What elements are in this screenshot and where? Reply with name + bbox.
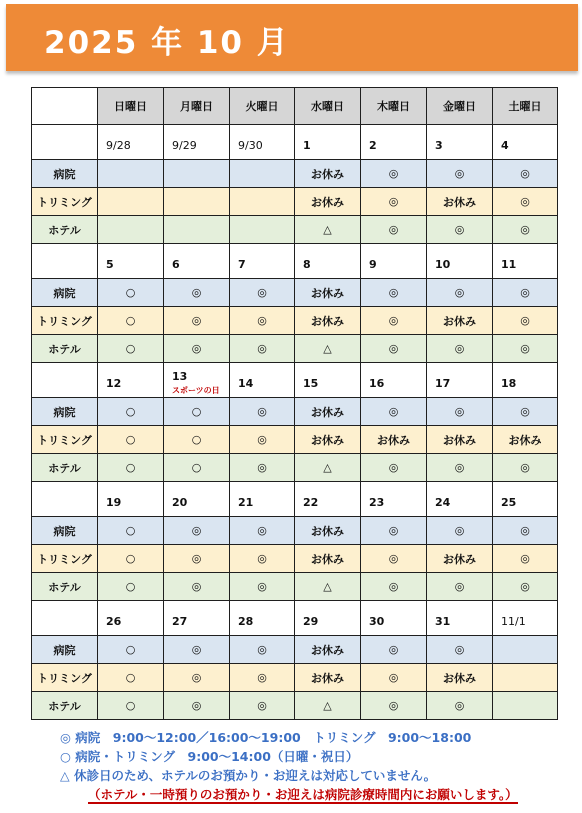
- status-cell: ○: [98, 545, 164, 573]
- status-cell: ◎: [361, 692, 427, 720]
- status-cell: ◎: [164, 517, 230, 545]
- date-number: 27: [172, 614, 188, 628]
- status-cell: ◎: [493, 398, 558, 426]
- status-cell: ◎: [164, 573, 230, 601]
- date-number: 20: [172, 495, 188, 509]
- status-cell: ◎: [361, 573, 427, 601]
- date-number: 9/28: [106, 138, 131, 152]
- legend-line-hotel-notice: △ 休診日のため、ホテルのお預かり・お迎えは対応していません。: [60, 768, 437, 783]
- date-number: 10: [435, 257, 451, 271]
- date-number: 1: [303, 138, 311, 152]
- date-number: 2: [369, 138, 377, 152]
- weekday-header: 月曜日: [164, 88, 230, 125]
- service-label: ホテル: [32, 335, 98, 363]
- date-cell: [164, 244, 230, 279]
- service-row-trimming: [32, 664, 558, 692]
- service-label: 病院: [32, 279, 98, 307]
- status-cell: ◎: [164, 279, 230, 307]
- service-label: ホテル: [32, 216, 98, 244]
- status-cell: お休み: [295, 636, 361, 664]
- date-cell: [230, 244, 295, 279]
- status-cell: [493, 636, 558, 664]
- status-cell: ◎: [230, 636, 295, 664]
- service-label: ホテル: [32, 573, 98, 601]
- status-cell: △: [295, 216, 361, 244]
- status-cell: △: [295, 335, 361, 363]
- status-cell: お休み: [295, 279, 361, 307]
- date-number: 25: [501, 495, 517, 509]
- date-number: 30: [369, 614, 385, 628]
- week-date-row: [32, 125, 558, 160]
- service-label: ホテル: [32, 692, 98, 720]
- status-cell: ◎: [493, 279, 558, 307]
- date-cell: [427, 601, 493, 636]
- status-cell: [164, 160, 230, 188]
- service-row-trimming: [32, 307, 558, 335]
- date-number: 6: [172, 257, 180, 271]
- date-cell: [427, 244, 493, 279]
- date-number: 12: [106, 376, 122, 390]
- date-cell: [295, 482, 361, 517]
- service-row-hospital: [32, 636, 558, 664]
- service-row-hospital: [32, 160, 558, 188]
- status-cell: ◎: [361, 335, 427, 363]
- status-cell: ◎: [230, 307, 295, 335]
- status-cell: お休み: [427, 426, 493, 454]
- status-cell: ◎: [230, 279, 295, 307]
- date-number: 11/1: [501, 614, 526, 628]
- date-number: 21: [238, 495, 254, 509]
- date-cell: [295, 363, 361, 398]
- status-cell: △: [295, 573, 361, 601]
- date-cell: [427, 482, 493, 517]
- status-cell: ○: [98, 307, 164, 335]
- date-number: 4: [501, 138, 509, 152]
- status-cell: ◎: [164, 692, 230, 720]
- week-date-row: [32, 601, 558, 636]
- legend-line-hotel-hours: [60, 785, 518, 804]
- date-cell: [164, 601, 230, 636]
- status-cell: ◎: [427, 160, 493, 188]
- date-number: 11: [501, 257, 517, 271]
- service-label: ホテル: [32, 454, 98, 482]
- date-cell: [493, 363, 558, 398]
- date-row-label-cell: [32, 482, 98, 517]
- status-cell: ○: [98, 664, 164, 692]
- weekday-header: 木曜日: [361, 88, 427, 125]
- status-cell: ◎: [361, 216, 427, 244]
- service-label: トリミング: [32, 664, 98, 692]
- date-row-label-cell: [32, 363, 98, 398]
- status-cell: ○: [98, 573, 164, 601]
- status-cell: ◎: [361, 398, 427, 426]
- date-cell: [427, 125, 493, 160]
- date-number: 26: [106, 614, 122, 628]
- date-number: 9: [369, 257, 377, 271]
- service-label: 病院: [32, 398, 98, 426]
- date-number: 13: [172, 370, 188, 383]
- date-number: 22: [303, 495, 319, 509]
- status-cell: ◎: [230, 517, 295, 545]
- date-cell: [98, 244, 164, 279]
- status-cell: ○: [98, 517, 164, 545]
- date-cell: [98, 363, 164, 398]
- weekday-header: 火曜日: [230, 88, 295, 125]
- status-cell: ○: [164, 398, 230, 426]
- date-number: 5: [106, 257, 114, 271]
- status-cell: ◎: [230, 545, 295, 573]
- status-cell: お休み: [361, 426, 427, 454]
- date-number: 23: [369, 495, 385, 509]
- service-row-hotel: [32, 692, 558, 720]
- week-date-row: [32, 244, 558, 279]
- date-cell: [164, 125, 230, 160]
- date-cell: [361, 363, 427, 398]
- date-cell: [493, 125, 558, 160]
- service-label: 病院: [32, 160, 98, 188]
- service-row-hotel: [32, 216, 558, 244]
- status-cell: ◎: [230, 692, 295, 720]
- week-date-row: [32, 482, 558, 517]
- status-cell: ◎: [427, 692, 493, 720]
- status-cell: お休み: [295, 664, 361, 692]
- status-cell: ◎: [493, 573, 558, 601]
- date-number: 19: [106, 495, 122, 509]
- status-cell: ◎: [493, 160, 558, 188]
- status-cell: [98, 216, 164, 244]
- weekday-header: 水曜日: [295, 88, 361, 125]
- status-cell: [98, 160, 164, 188]
- holiday-note: スポーツの日: [172, 386, 220, 395]
- title-bar: [6, 4, 578, 71]
- service-label: 病院: [32, 636, 98, 664]
- date-cell: [493, 482, 558, 517]
- status-cell: ○: [98, 279, 164, 307]
- status-cell: ◎: [493, 307, 558, 335]
- service-row-hotel: [32, 573, 558, 601]
- status-cell: ◎: [427, 216, 493, 244]
- status-cell: [230, 216, 295, 244]
- status-cell: ◎: [427, 398, 493, 426]
- date-cell: [493, 244, 558, 279]
- service-label: 病院: [32, 517, 98, 545]
- date-number: 18: [501, 376, 517, 390]
- date-number: 31: [435, 614, 451, 628]
- status-cell: お休み: [295, 188, 361, 216]
- status-cell: ○: [164, 454, 230, 482]
- status-cell: お休み: [295, 426, 361, 454]
- date-cell: [361, 244, 427, 279]
- date-row-label-cell: [32, 125, 98, 160]
- service-row-trimming: [32, 188, 558, 216]
- status-cell: ◎: [164, 545, 230, 573]
- status-cell: お休み: [295, 545, 361, 573]
- date-cell: [230, 363, 295, 398]
- status-cell: ◎: [361, 517, 427, 545]
- status-cell: ◎: [427, 573, 493, 601]
- status-cell: ◎: [493, 517, 558, 545]
- service-row-hospital: [32, 279, 558, 307]
- status-cell: お休み: [295, 517, 361, 545]
- status-cell: ○: [98, 335, 164, 363]
- status-cell: お休み: [295, 398, 361, 426]
- status-cell: ◎: [164, 307, 230, 335]
- status-cell: お休み: [295, 307, 361, 335]
- weekday-header-row: [32, 88, 558, 125]
- status-cell: ◎: [493, 188, 558, 216]
- date-cell: [98, 482, 164, 517]
- date-number: 9/30: [238, 138, 263, 152]
- date-cell: [361, 482, 427, 517]
- service-row-hotel: [32, 335, 558, 363]
- date-cell: [164, 482, 230, 517]
- weekday-header: 日曜日: [98, 88, 164, 125]
- status-cell: [164, 216, 230, 244]
- status-cell: ◎: [493, 545, 558, 573]
- date-cell: [230, 601, 295, 636]
- date-number: 3: [435, 138, 443, 152]
- date-cell: [230, 482, 295, 517]
- status-cell: ◎: [230, 573, 295, 601]
- status-cell: [230, 160, 295, 188]
- status-cell: ◎: [164, 664, 230, 692]
- status-cell: お休み: [427, 545, 493, 573]
- date-cell: [164, 363, 230, 398]
- date-number: 7: [238, 257, 246, 271]
- status-cell: お休み: [295, 160, 361, 188]
- legend-line-regular-hours: ◎ 病院 9:00～12:00／16:00～19:00 トリミング 9:00～18:00: [60, 730, 472, 745]
- date-number: 29: [303, 614, 319, 628]
- calendar-table: [31, 87, 558, 720]
- date-cell: [98, 125, 164, 160]
- legend-line-hotel-hours-text: （ホテル・一時預りのお預かり・お迎えは病院診療時間内にお願いします。）: [88, 787, 518, 802]
- date-cell: [493, 601, 558, 636]
- date-number: 14: [238, 376, 254, 390]
- date-cell: [295, 244, 361, 279]
- status-cell: ◎: [493, 454, 558, 482]
- status-cell: [98, 188, 164, 216]
- status-cell: ◎: [361, 636, 427, 664]
- service-row-trimming: [32, 545, 558, 573]
- status-cell: お休み: [427, 664, 493, 692]
- status-cell: ◎: [361, 664, 427, 692]
- status-cell: ◎: [493, 335, 558, 363]
- status-cell: ◎: [230, 454, 295, 482]
- status-cell: △: [295, 454, 361, 482]
- status-cell: [164, 188, 230, 216]
- status-cell: ◎: [230, 426, 295, 454]
- header-corner: [32, 88, 98, 125]
- status-cell: ◎: [164, 335, 230, 363]
- status-cell: ○: [98, 454, 164, 482]
- date-row-label-cell: [32, 244, 98, 279]
- status-cell: ◎: [361, 279, 427, 307]
- status-cell: [230, 188, 295, 216]
- status-cell: ◎: [230, 664, 295, 692]
- date-cell: [98, 601, 164, 636]
- date-row-label-cell: [32, 601, 98, 636]
- service-row-hospital: [32, 398, 558, 426]
- status-cell: ◎: [427, 279, 493, 307]
- status-cell: ◎: [361, 454, 427, 482]
- service-row-hospital: [32, 517, 558, 545]
- status-cell: ◎: [427, 636, 493, 664]
- date-number: 17: [435, 376, 451, 390]
- date-cell: [230, 125, 295, 160]
- status-cell: ◎: [361, 545, 427, 573]
- status-cell: お休み: [427, 188, 493, 216]
- service-label: トリミング: [32, 426, 98, 454]
- status-cell: ○: [98, 692, 164, 720]
- status-cell: ◎: [493, 216, 558, 244]
- status-cell: △: [295, 692, 361, 720]
- date-cell: [361, 125, 427, 160]
- date-number: 16: [369, 376, 385, 390]
- status-cell: [493, 692, 558, 720]
- legend-line-holiday-hours: ○ 病院・トリミング 9:00～14:00（日曜・祝日）: [60, 749, 359, 764]
- status-cell: ◎: [427, 454, 493, 482]
- date-number: 28: [238, 614, 254, 628]
- weekday-header: 金曜日: [427, 88, 493, 125]
- service-label: トリミング: [32, 188, 98, 216]
- date-number: 24: [435, 495, 451, 509]
- status-cell: ○: [98, 426, 164, 454]
- service-row-hotel: [32, 454, 558, 482]
- status-cell: ◎: [230, 398, 295, 426]
- status-cell: ◎: [361, 307, 427, 335]
- status-cell: お休み: [427, 307, 493, 335]
- status-cell: ○: [98, 398, 164, 426]
- legend: [60, 728, 518, 804]
- date-cell: [295, 601, 361, 636]
- status-cell: ◎: [427, 335, 493, 363]
- page-title: 2025 年 10 月: [44, 25, 290, 61]
- week-date-row: [32, 363, 558, 398]
- status-cell: ◎: [361, 160, 427, 188]
- date-cell: [295, 125, 361, 160]
- weekday-header: 土曜日: [493, 88, 558, 125]
- status-cell: ◎: [361, 188, 427, 216]
- date-number: 8: [303, 257, 311, 271]
- date-number: 9/29: [172, 138, 197, 152]
- status-cell: ◎: [164, 636, 230, 664]
- date-cell: [427, 363, 493, 398]
- status-cell: お休み: [493, 426, 558, 454]
- service-label: トリミング: [32, 545, 98, 573]
- status-cell: ○: [164, 426, 230, 454]
- service-row-trimming: [32, 426, 558, 454]
- date-number: 15: [303, 376, 319, 390]
- date-cell: [361, 601, 427, 636]
- status-cell: ◎: [427, 517, 493, 545]
- status-cell: ◎: [230, 335, 295, 363]
- service-label: トリミング: [32, 307, 98, 335]
- status-cell: [493, 664, 558, 692]
- status-cell: ○: [98, 636, 164, 664]
